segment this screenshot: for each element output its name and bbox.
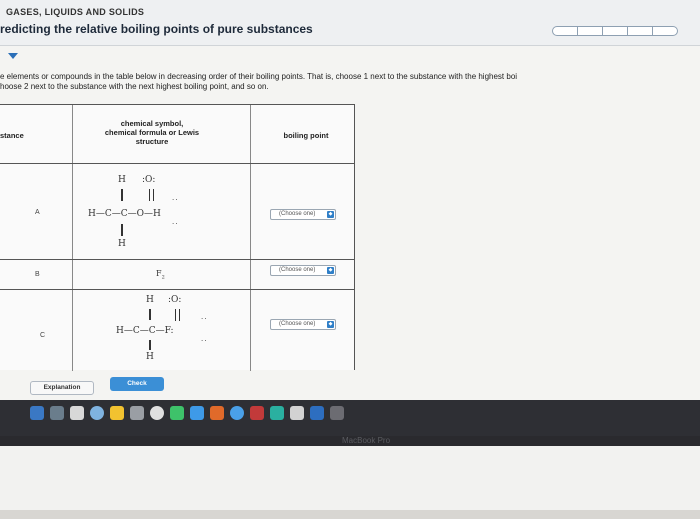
app-icon[interactable]: [270, 406, 284, 420]
substance-table: stance chemical symbol, chemical formula or Lewis structure boiling point A H :O: .. H—C—C—O—H .. H (Choose one) ◆ B $F_2$ (Choose one) ◆ C H :O: .. H—C—C—F: .. H (Choose one) ◆: [0, 104, 355, 370]
select-arrow-icon: ◆: [328, 211, 333, 217]
select-arrow-icon: ◆: [328, 321, 333, 327]
laptop-model-label: MacBook Pro: [342, 436, 391, 445]
page-title: redicting the relative boiling points of pure substances: [0, 22, 313, 36]
row-divider: [0, 259, 355, 260]
row-label-c: C: [40, 332, 46, 339]
select-arrow-icon: ◆: [328, 267, 333, 273]
row-divider: [0, 289, 355, 290]
boiling-point-select-b[interactable]: (Choose one) ◆: [270, 265, 336, 276]
app-store-icon[interactable]: [190, 406, 204, 420]
desk-surface: [0, 510, 700, 519]
check-button[interactable]: Check: [110, 377, 164, 391]
column-divider: [72, 105, 73, 371]
instructions: [0, 72, 700, 92]
app-icon[interactable]: [50, 406, 64, 420]
chrome-icon[interactable]: [230, 406, 244, 420]
settings-icon[interactable]: [130, 406, 144, 420]
word-icon[interactable]: [310, 406, 324, 420]
boiling-point-select-c[interactable]: (Choose one) ◆: [270, 319, 336, 330]
calendar-icon[interactable]: [70, 406, 84, 420]
column-divider: [250, 105, 251, 371]
dock: [0, 400, 700, 436]
finder-icon[interactable]: [30, 406, 44, 420]
instructions-line-1: e elements or compounds in the table below in decreasing order of their boiling points. That is, choose 1 next to the substance with the highest boi: [0, 72, 518, 81]
app-icon[interactable]: [210, 406, 224, 420]
instructions-line-2: hoose 2 next to the substance with the next highest boiling point, and so on.: [0, 82, 269, 91]
notes-icon[interactable]: [110, 406, 124, 420]
messages-icon[interactable]: [170, 406, 184, 420]
course-label: GASES, LIQUIDS AND SOLIDS: [6, 7, 145, 17]
row-divider: [0, 163, 355, 164]
header-substance: stance: [0, 131, 24, 140]
header-formula: chemical symbol, chemical formula or Lewis structure: [104, 119, 200, 146]
header-boiling-point: boiling point: [283, 131, 329, 140]
app-icon[interactable]: [250, 406, 264, 420]
formula-f2: $F_2$: [156, 269, 165, 281]
photos-icon[interactable]: [150, 406, 164, 420]
header-bar: [0, 0, 700, 46]
trash-icon[interactable]: [330, 406, 344, 420]
dock-icons: [22, 402, 542, 430]
app-icon[interactable]: [290, 406, 304, 420]
explanation-button[interactable]: Explanation: [30, 381, 94, 395]
safari-icon[interactable]: [90, 406, 104, 420]
progress-bar: [552, 26, 678, 36]
row-label-b: B: [35, 271, 40, 278]
laptop-body: [0, 446, 700, 519]
boiling-point-select-a[interactable]: (Choose one) ◆: [270, 209, 336, 220]
collapse-arrow-icon[interactable]: [8, 53, 18, 59]
row-label-a: A: [35, 209, 40, 216]
